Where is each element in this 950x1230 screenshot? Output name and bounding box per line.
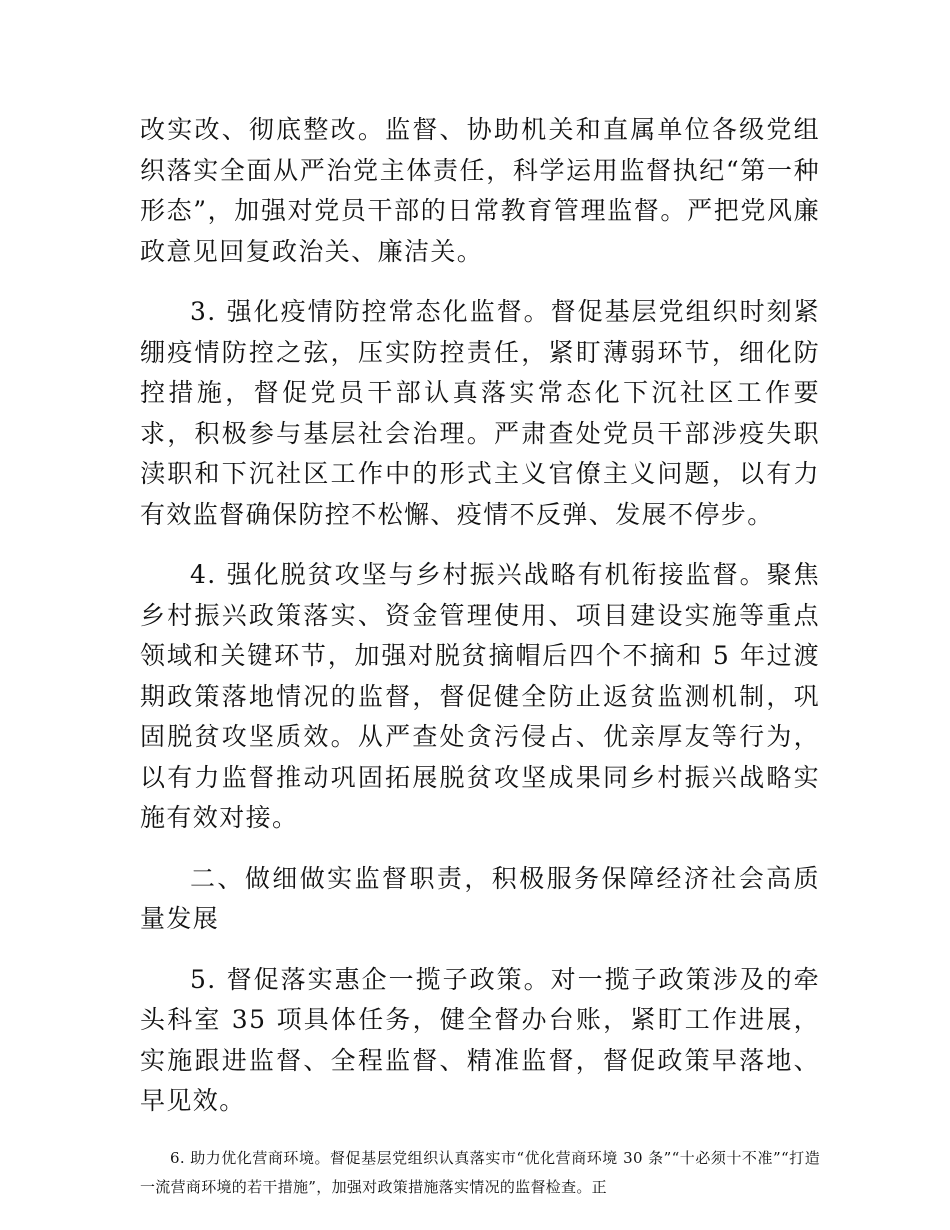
document-body	[140, 110, 820, 1202]
paragraph-rectification-continued: 改实改、彻底整改。监督、协助机关和直属单位各级党组织落实全面从严治党主体责任，科学运用监督执纪“第一种形态”，加强对党员干部的日常教育管理监督。严把党风廉政意见回复政治关、廉洁关。	[140, 115, 820, 266]
section-heading-two: 二、做细做实监督职责，积极服务保障经济社会高质量发展	[140, 863, 820, 933]
paragraph-business-environment: 6. 助力优化营商环境。督促基层党组织认真落实市“优化营商环境 30 条”“十必须十不准”“打造一流营商环境的若干措施”，加强对政策措施落实情况的监督检查。正	[140, 1148, 820, 1196]
paragraph-epidemic-supervision: 3. 强化疫情防控常态化监督。督促基层党组织时刻紧绷疫情防控之弦，压实防控责任，紧盯薄弱环节，细化防控措施，督促党员干部认真落实常态化下沉社区工作要求，积极参与基层社会治理。严肃查处党员干部涉疫失职渎职和下沉社区工作中的形式主义官僚主义问题，以有力有效监督确保防控不松懈、疫情不反弹、发展不停步。	[140, 297, 820, 529]
paragraph-enterprise-policies: 5. 督促落实惠企一揽子政策。对一揽子政策涉及的牵头科室 35 项具体任务，健全督办台账，紧盯工作进展，实施跟进监督、全程监督、精准监督，督促政策早落地、早见效。	[140, 964, 820, 1115]
paragraph-rural-revitalization: 4. 强化脱贫攻坚与乡村振兴战略有机衔接监督。聚焦乡村振兴政策落实、资金管理使用、项目建设实施等重点领域和关键环节，加强对脱贫摘帽后四个不摘和 5 年过渡期政策落地情况的监督，督促健全防止返贫监测机制，巩固脱贫攻坚质效。从严查处贪污侵占、优亲厚友等行为，以有力监督推动巩固拓展脱贫攻坚成果同乡村振兴战略实施有效对接。	[140, 560, 820, 832]
